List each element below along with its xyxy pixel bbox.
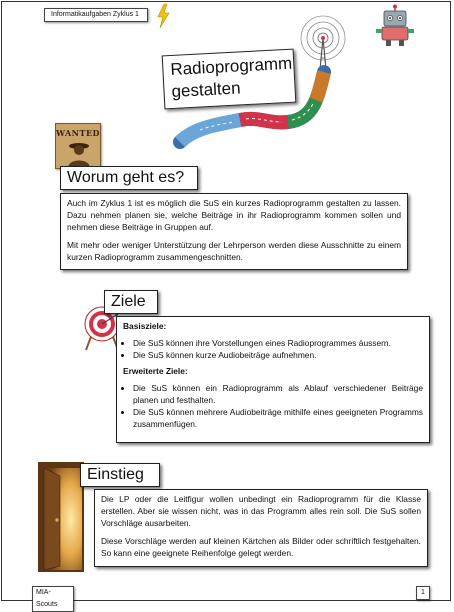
entry-box (94, 489, 428, 567)
extended-goals-list (123, 382, 423, 431)
extended-goal-item: • Die SuS können mehrere Audiobeiträge mithilfe eines geeigneten Programms zusammenfügen. (133, 406, 423, 430)
extended-goals-label: Erweiterte Ziele: (123, 365, 188, 376)
silhouette-icon (64, 140, 94, 168)
entry-heading: Einstieg (80, 463, 160, 487)
basic-goals-label: Basisziele: (123, 321, 167, 331)
title-line-1: Radioprogramm (169, 53, 293, 80)
program-strip-illustration (140, 72, 340, 142)
basic-goal-item: • Die SuS können ihre Vorstellungen eines Radioprogrammes äussern. (133, 337, 423, 349)
intro-box (60, 193, 408, 270)
door-icon (38, 462, 84, 572)
footer-tag: MIA-Scouts (32, 586, 74, 612)
wanted-label: WANTED (56, 128, 100, 138)
header-tag: Informatikaufgaben Zyklus 1 (44, 8, 148, 22)
intro-heading: Worum geht es? (60, 166, 198, 190)
wanted-poster (55, 123, 101, 169)
entry-paragraph-1: Die LP oder die Leitfigur wollen unbedingt ein Radioprogramm für die Klasse erstellen. Aber sie wissen nicht, was in das Programm alles rein soll. Die SuS sollen Vorschläge ausarbeiten. (101, 494, 421, 529)
extended-goal-item: • Die SuS können ein Radioprogramm als Ablauf verschiedener Beiträge planen und festhalten. (133, 382, 423, 406)
goals-heading: Ziele (104, 290, 158, 314)
basic-goals-list (123, 337, 423, 361)
entry-paragraph-2: Diese Vorschläge werden auf kleinen Kärtchen als Bilder oder schriftlich festgehalten. So kann eine geeignete Reihenfolge gelegt werden. (101, 535, 421, 558)
goals-box (116, 316, 430, 443)
title-line-2: gestalten (171, 78, 241, 102)
lightning-icon (156, 4, 170, 28)
intro-paragraph-2: Mit mehr oder weniger Unterstützung der Lehrperson werden diese Ausschnitte zu einem kurzen Radioprogramm zusammengeschnitten. (67, 239, 401, 262)
robot-icon (376, 5, 414, 47)
page-number: 1 (416, 586, 430, 600)
intro-paragraph-1: Auch im Zyklus 1 ist es möglich die SuS ein kurzes Radioprogramm gestalten zu lassen. Dazu nehmen planen sie, welche Beiträge in ihr Radioprogramm kommen sollen und nehmen diese Beiträge in Gruppen auf. (67, 198, 401, 233)
basic-goal-item: • Die SuS können kurze Audiobeiträge aufnehmen. (133, 349, 423, 361)
